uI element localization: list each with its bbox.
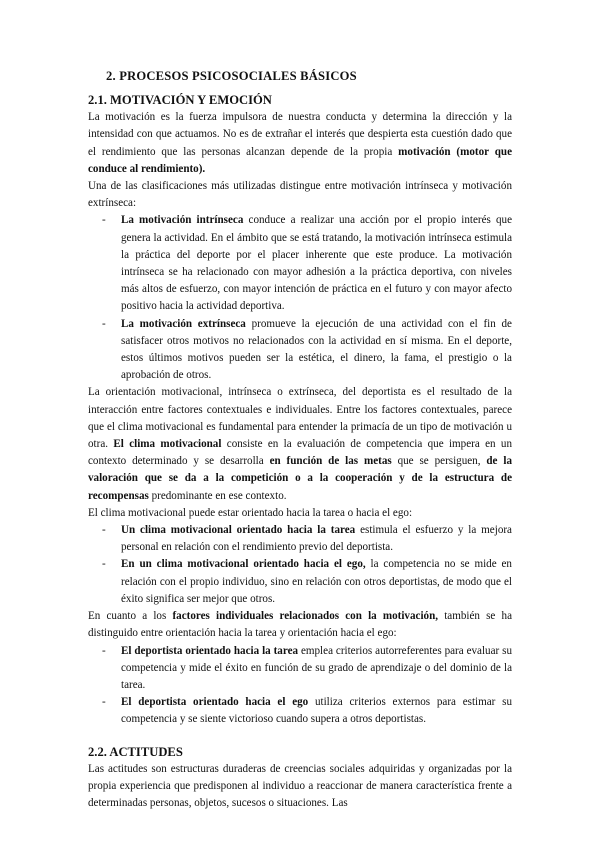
chapter-heading: 2. PROCESOS PSICOSOCIALES BÁSICOS bbox=[106, 69, 357, 83]
paragraph-individual-factors bbox=[88, 608, 512, 642]
paragraph-motivation-intro bbox=[88, 109, 512, 178]
bold-run: en función de las metas bbox=[269, 455, 392, 468]
text-run: la competencia no se mide en relación con el propio individuo, sino en relación con otros deportistas, de modo que el éxito significa ser mejor que otros. bbox=[121, 558, 512, 605]
text-run: La motivación es la fuerza impulsora de nuestra conducta y determina la dirección y la intensidad con que actuamos. No es de extrañar el interés que despierta esta cuestión dado que el rendimiento que las personas alcanzan depende de la propia bbox=[88, 111, 512, 158]
list-item bbox=[88, 643, 512, 695]
text-run: promueve la ejecución de una actividad con el fin de satisfacer otros motivos no relacionados con la actividad en sí misma. En el deporte, estos últimos motivos pueden ser la estética, el dinero, la fama, el prestigio o la aprobación de otros. bbox=[121, 317, 512, 382]
paragraph-orientation bbox=[88, 384, 512, 504]
dash-bullet: - bbox=[102, 524, 106, 537]
list-athlete-orientation bbox=[88, 643, 512, 729]
text-run: que se persiguen, bbox=[391, 455, 487, 468]
bold-run: En un clima motivacional orientado hacia el ego, bbox=[121, 558, 366, 571]
dash-bullet: - bbox=[102, 317, 106, 330]
text-run: utiliza criterios externos para estimar su competencia y se siente victorioso cuando supera a otros deportistas. bbox=[121, 696, 512, 726]
bold-run: La motivación extrínseca bbox=[121, 317, 246, 330]
paragraph-classification: Una de las clasificaciones más utilizadas distingue entre motivación intrínseca y motivación extrínseca: bbox=[88, 180, 512, 210]
text-run: En cuanto a los bbox=[88, 610, 173, 623]
paragraph-attitudes: Las actitudes son estructuras duraderas de creencias sociales adquiridas y organizadas por la propia experiencia que predisponen al individuo a reaccionar de manera característica frente a determinadas personas, objetos, sucesos o situaciones. Las bbox=[88, 762, 512, 809]
text-run: estimula el esfuerzo y la mejora personal en relación con el rendimiento previo del deportista. bbox=[121, 524, 512, 554]
text-run: La orientación motivacional, intrínseca o extrínseca, del deportista es el resultado de la interacción entre factores contextuales e individuales. Entre los factores contextuales, parece que el clima motivacional es fundamental para entender la primacía de un tipo de motivación u otra. bbox=[88, 386, 512, 451]
bold-run: de la valoración que se da a la competición o a la cooperación y de la estructura de recompensas bbox=[88, 455, 512, 502]
dash-bullet: - bbox=[102, 558, 106, 571]
dash-bullet: - bbox=[102, 696, 106, 709]
bold-run: La motivación intrínseca bbox=[121, 214, 244, 227]
text-run: predominante en ese contexto. bbox=[148, 489, 287, 502]
section-heading-actitudes: 2.2. ACTITUDES bbox=[88, 744, 183, 759]
list-item bbox=[88, 694, 512, 728]
text-run: consiste en la evaluación de competencia que impera en un contexto determinado y se desarrolla bbox=[88, 438, 513, 468]
bold-run: Un clima motivacional orientado hacia la tarea bbox=[121, 524, 356, 537]
bold-run: factores individuales relacionados con la motivación, bbox=[172, 610, 439, 623]
paragraph-climate: El clima motivacional puede estar orientado hacia la tarea o hacia el ego: bbox=[88, 506, 413, 519]
bold-run: El deportista orientado hacia la tarea bbox=[121, 644, 299, 657]
list-item bbox=[88, 556, 512, 608]
dash-bullet: - bbox=[102, 214, 106, 227]
list-item bbox=[88, 212, 512, 315]
list-climate-types bbox=[88, 522, 512, 608]
dash-bullet: - bbox=[102, 644, 106, 657]
bold-run: motivación (motor que conduce al rendimiento). bbox=[88, 145, 513, 175]
bold-run: El clima motivacional bbox=[113, 438, 222, 451]
text-run: conduce a realizar una acción por el propio interés que genera la actividad. En el ámbito que se está tratando, la motivación intrínseca estimula la práctica del deporte por el placer inherente que este produce. La motivación intrínseca se ha relacionado con mayor adhesión a la práctica deportiva, con niveles más altos de esfuerzo, con mayor intención de práctica en el futuro y con mayor afecto positivo hacia la actividad deportiva. bbox=[121, 214, 512, 313]
list-item bbox=[88, 316, 512, 385]
bold-run: El deportista orientado hacia el ego bbox=[121, 696, 309, 709]
text-run: también se ha distinguido entre orientación hacia la tarea y orientación hacia el ego: bbox=[88, 610, 512, 640]
list-item bbox=[88, 522, 512, 556]
list-motivation-types bbox=[88, 212, 512, 384]
section-heading-motivacion: 2.1. MOTIVACIÓN Y EMOCIÓN bbox=[88, 93, 272, 108]
text-run: emplea criterios autorreferentes para evaluar su competencia y mide el éxito en función de su grado de aprendizaje o del dominio de la tarea. bbox=[121, 644, 512, 691]
